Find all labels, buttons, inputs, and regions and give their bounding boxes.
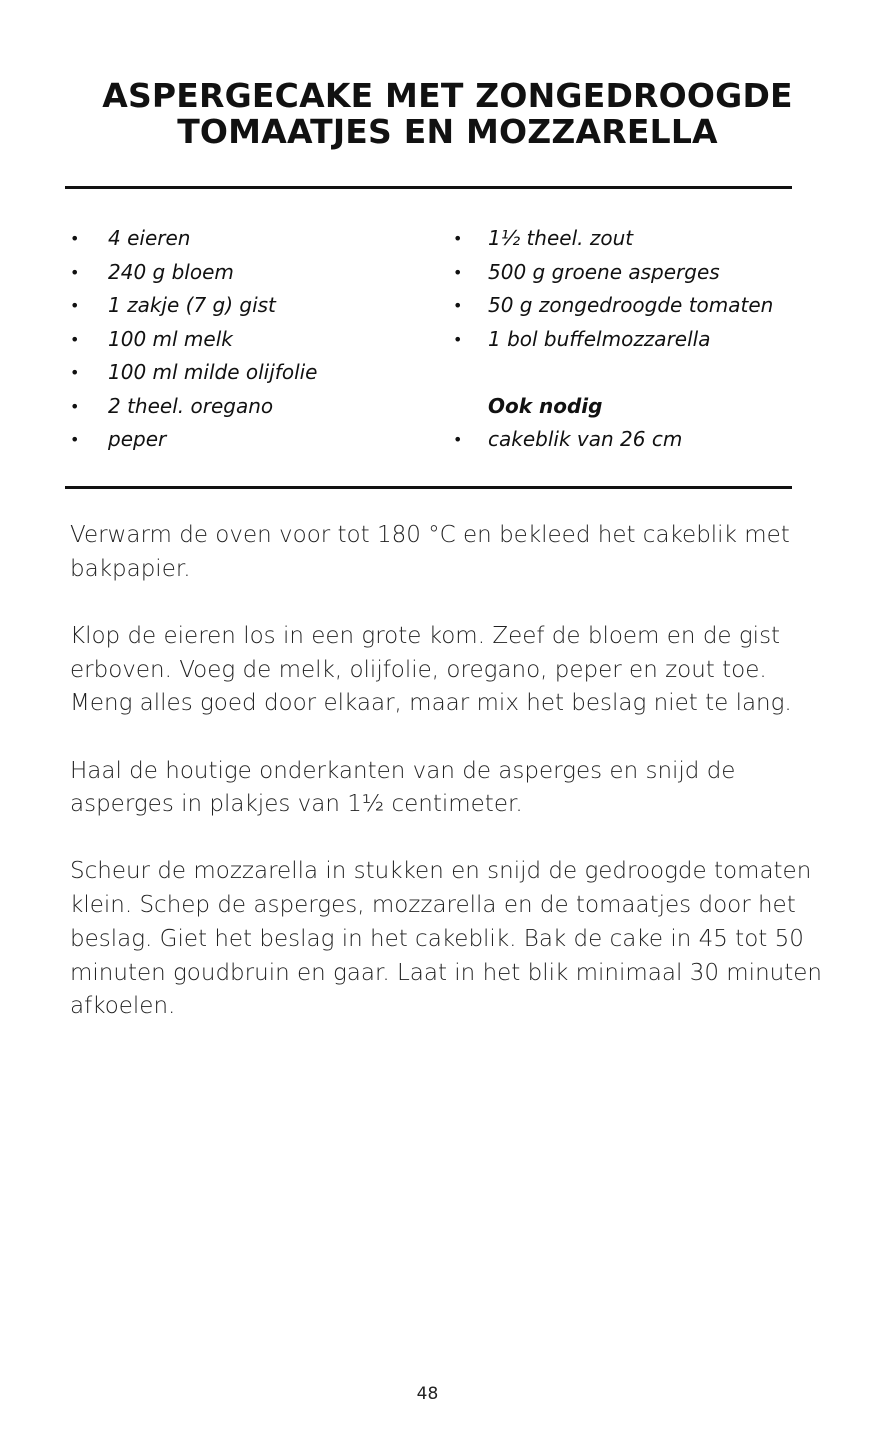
page-number: 48 [416, 1384, 439, 1404]
spacer [448, 356, 808, 390]
bullet: • [70, 430, 80, 449]
ingredient-text: 100 ml melk [108, 326, 233, 351]
ingredient-item [65, 423, 425, 457]
ingredient-text: 50 g zongedroogde tomaten [488, 293, 774, 317]
instruction-paragraph: Scheur de mozzarella in stukken en snijd de gedroogde tomaten klein. Schep de asperges, mozzarella en de tomaatjes door het beslag. Giet het beslag in het cakeblik. Bak de cake in 45 tot 50 minuten goudbruin en gaar. Laat in het blik minimaal 30 minuten afkoelen. [70, 858, 822, 1020]
bottom-divider [65, 486, 792, 489]
ingredient-item [448, 256, 808, 290]
instruction-paragraph: Klop de eieren los in een grote kom. Zeef de bloem en de gist erboven. Voeg de melk, olijfolie, oregano, peper en zout toe. Meng alles goed door elkaar, maar mix het beslag niet te lang. [70, 622, 792, 717]
ingredient-item [448, 222, 808, 256]
top-divider [65, 186, 792, 189]
bullet: • [453, 296, 463, 315]
ingredient-item [65, 222, 425, 256]
ingredient-text: 4 eieren [108, 226, 191, 250]
ingredient-item [65, 390, 425, 424]
bullet: • [70, 296, 80, 315]
ingredient-text: 240 g bloem [108, 259, 234, 284]
bullet: • [70, 229, 80, 248]
ingredient-text: 1 bol buffelmozzarella [488, 326, 711, 351]
extra-heading-text: Ook nodig [488, 393, 603, 418]
bullet: • [70, 329, 80, 349]
ingredient-item [448, 289, 808, 323]
recipe-title [40, 78, 855, 150]
instruction-paragraph: Haal de houtige onderkanten van de asperges en snijd de asperges in plakjes van 1½ centimeter. [70, 757, 736, 818]
bullet: • [453, 229, 463, 248]
bullet: • [453, 329, 463, 349]
bullet: • [70, 262, 80, 282]
ingredient-text: cakeblik van 26 cm [488, 427, 683, 451]
ingredient-text: 1 zakje (7 g) gist [108, 293, 276, 317]
ingredient-text: 2 theel. oregano [108, 393, 274, 418]
bullet: • [70, 363, 80, 382]
ingredient-item [448, 423, 808, 457]
extra-heading [448, 390, 808, 424]
instructions [70, 519, 830, 1057]
ingredients-right-column [448, 222, 808, 457]
ingredient-item [65, 323, 425, 357]
recipe-title-line-2: TOMAATJES EN MOZZARELLA [177, 112, 718, 151]
ingredient-text: peper [108, 427, 167, 451]
ingredient-item [448, 323, 808, 357]
ingredients-left-column [65, 222, 425, 457]
ingredient-text: 500 g groene asperges [488, 259, 720, 284]
ingredient-item [65, 356, 425, 390]
ingredient-text: 1½ theel. zout [488, 226, 634, 250]
bullet: • [70, 396, 80, 416]
recipe-title-line-1: ASPERGECAKE MET ZONGEDROOGDE [102, 76, 793, 115]
bullet: • [453, 430, 463, 449]
bullet: • [453, 262, 463, 282]
ingredient-item [65, 289, 425, 323]
instruction-paragraph: Verwarm de oven voor tot 180 °C en bekleed het cakeblik met bakpapier. [70, 522, 790, 582]
ingredient-text: 100 ml milde olijfolie [108, 360, 318, 384]
ingredient-item [65, 256, 425, 290]
